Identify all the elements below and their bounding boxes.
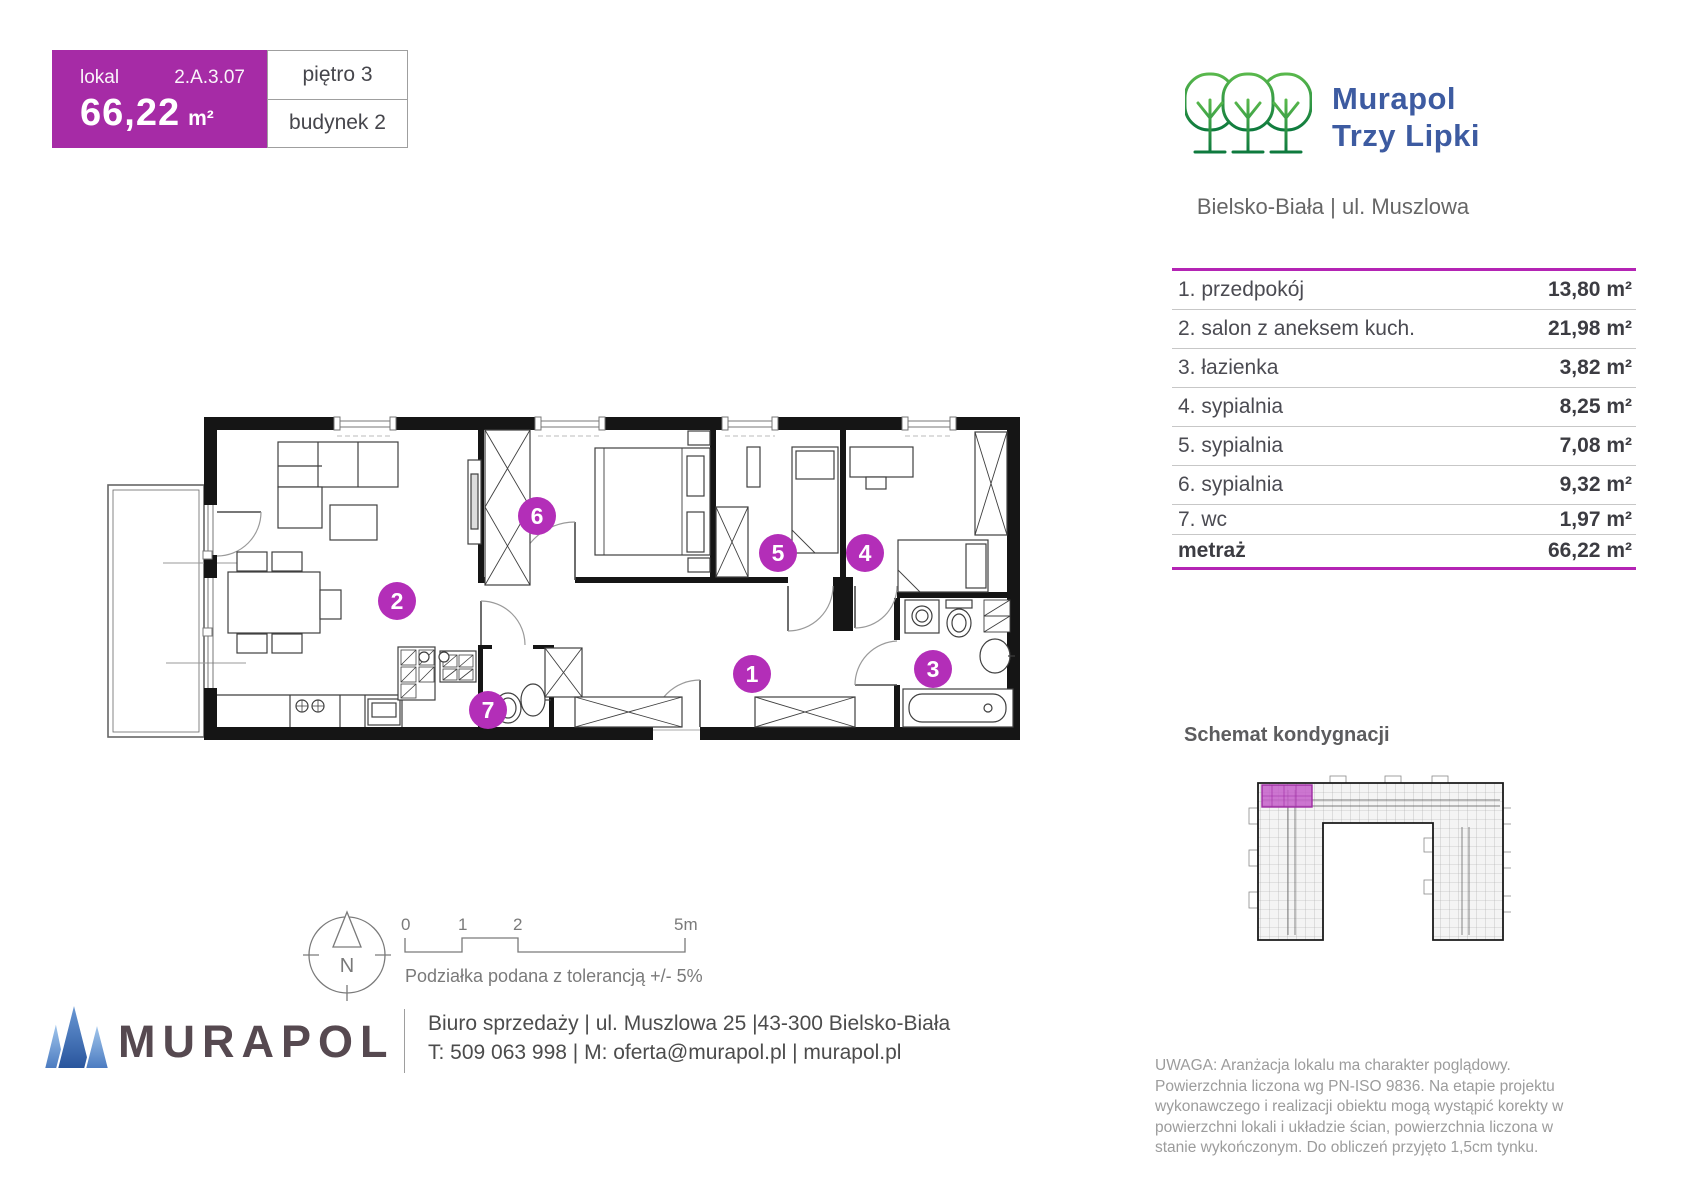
table-row <box>1172 388 1636 427</box>
schematic-title: Schemat kondygnacji <box>1184 724 1390 746</box>
nightstand <box>688 558 710 572</box>
room-area: 13,80 m² <box>1547 278 1632 301</box>
unit-area-value: 66,22 <box>80 92 181 134</box>
project-name-line2: Trzy Lipki <box>1332 118 1480 153</box>
room-label: 1. przedpokój <box>1178 278 1305 301</box>
apartment-floor-plan <box>100 398 1040 758</box>
floor-building-box <box>267 50 408 148</box>
scale-tick: 5m <box>674 915 698 934</box>
lokal-label: lokal <box>80 67 120 88</box>
unit-area-unit: m² <box>188 107 214 130</box>
scale-bar <box>401 915 703 986</box>
murapol-wordmark: MURAPOL <box>118 1016 395 1067</box>
wardrobe <box>975 432 1007 535</box>
dresser <box>866 477 886 489</box>
project-name-line1: Murapol <box>1332 81 1457 116</box>
shelf <box>984 600 1010 632</box>
room-label: 4. sypialnia <box>1178 395 1284 418</box>
contact-address: Biuro sprzedaży | ul. Muszlowa 25 |43-300 Bielsko-Biała <box>428 1012 951 1035</box>
contact-phone-email: T: 509 063 998 | M: oferta@murapol.pl | murapol.pl <box>428 1041 902 1064</box>
project-name <box>1332 80 1480 154</box>
room-label: 5. sypialnia <box>1178 434 1284 457</box>
murapol-logo-icon <box>40 1000 115 1075</box>
floor-label: piętro 3 <box>268 51 407 100</box>
table-row <box>1172 427 1636 466</box>
table-row <box>1172 505 1636 535</box>
double-bed <box>595 448 710 555</box>
shelf <box>747 447 760 487</box>
dresser <box>850 447 913 477</box>
single-bed <box>898 540 988 592</box>
room-area: 9,32 m² <box>1559 473 1632 496</box>
coffee-table <box>330 505 377 540</box>
kitchen-counter <box>217 647 476 727</box>
room-marker: 3 <box>926 656 940 682</box>
disclaimer-text: UWAGA: Aranżacja lokalu ma charakter poglądowy. Powierzchnia liczona wg PN-ISO 9836. Na etapie projektu wykonawczego i realizacji obiektu mogą wystąpić korekty w powierzchni lokali i układzie ścian, powierzchnia liczona w stanie wykończonym. Do obliczeń przyjęto 1,5cm tynku. <box>1155 1057 1564 1156</box>
wardrobe <box>716 507 748 577</box>
room-label: 6. sypialnia <box>1178 473 1284 496</box>
building-label: budynek 2 <box>289 111 386 135</box>
room-marker: 2 <box>390 588 404 614</box>
washing-machine <box>905 600 939 633</box>
room-marker: 4 <box>858 540 872 566</box>
floor-schematic <box>1246 770 1511 950</box>
tv-cabinet <box>468 460 481 544</box>
compass-and-scale <box>295 895 715 1010</box>
nightstand <box>688 431 710 445</box>
room-area-table <box>1172 268 1636 570</box>
room-marker: 1 <box>745 661 759 687</box>
unit-badge <box>52 50 267 148</box>
total-label: metraż <box>1178 539 1246 562</box>
bathtub <box>903 689 1013 727</box>
total-area: 66,22 m² <box>1547 539 1632 562</box>
table-row <box>1172 310 1636 349</box>
room-area: 1,97 m² <box>1559 507 1632 531</box>
room-marker: 5 <box>771 540 785 566</box>
scale-note: Podziałka podana z tolerancją +/- 5% <box>405 966 703 986</box>
table-row <box>1172 466 1636 505</box>
room-area: 21,98 m² <box>1547 317 1632 340</box>
table-row <box>1172 349 1636 388</box>
room-marker: 6 <box>530 503 544 529</box>
room-area: 8,25 m² <box>1559 395 1632 418</box>
room-marker: 7 <box>481 697 495 723</box>
scale-tick: 2 <box>513 915 523 934</box>
scale-tick: 0 <box>401 915 411 934</box>
footer-divider <box>404 1009 405 1073</box>
single-bed <box>792 447 838 553</box>
table-row <box>1172 271 1636 310</box>
table-total-row <box>1172 535 1636 570</box>
dining-table <box>228 552 341 653</box>
footer-contact <box>428 1009 950 1067</box>
project-location: Bielsko-Biała | ul. Muszlowa <box>1196 194 1470 219</box>
room-label: 7. wc <box>1178 507 1228 531</box>
room-area: 3,82 m² <box>1559 356 1632 379</box>
room-label: 3. łazienka <box>1178 356 1279 379</box>
toilet <box>946 600 972 637</box>
balcony <box>108 485 204 737</box>
scale-tick: 1 <box>458 915 468 934</box>
trees-logo-icon <box>1185 70 1312 158</box>
compass-north-label: N <box>339 955 355 977</box>
room-label: 2. salon z aneksem kuch. <box>1178 317 1415 340</box>
room-area: 7,08 m² <box>1559 434 1632 457</box>
unit-number: 2.A.3.07 <box>174 67 245 88</box>
